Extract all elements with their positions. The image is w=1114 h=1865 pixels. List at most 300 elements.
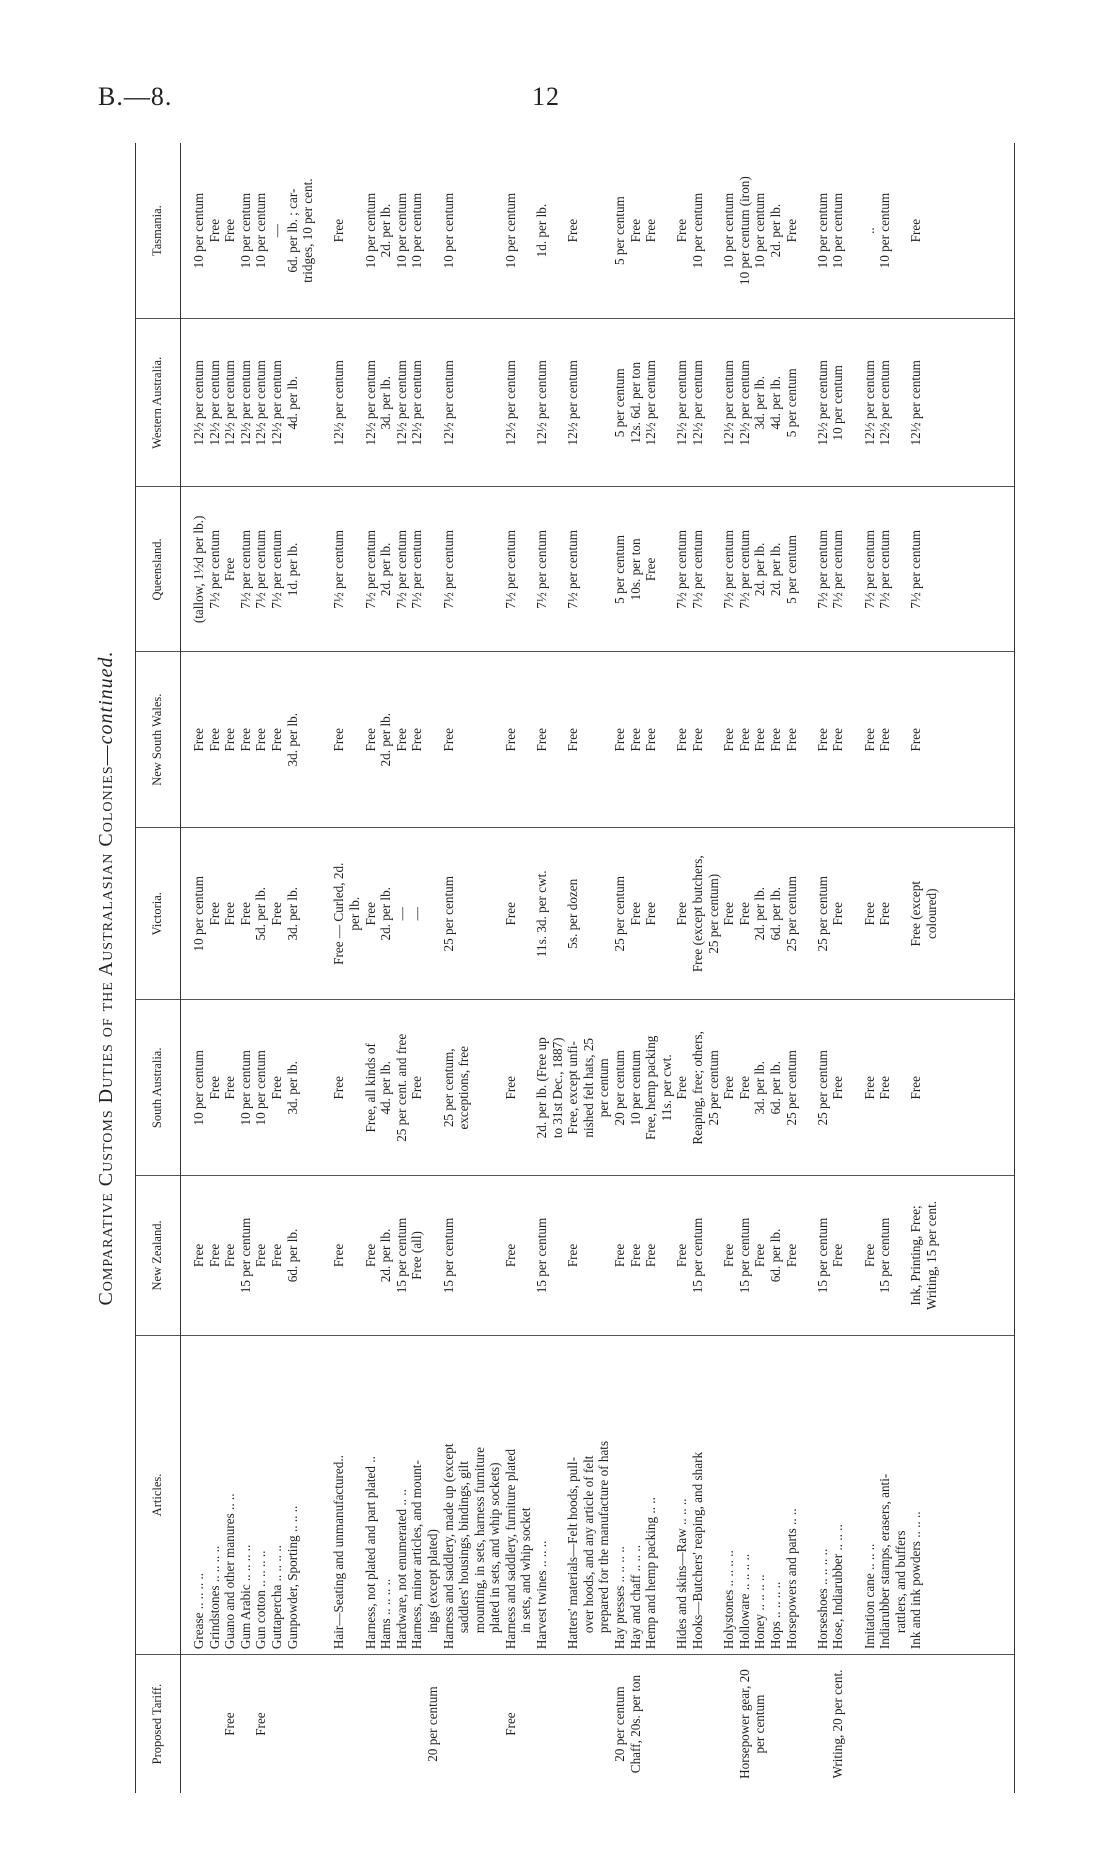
- articles-line: Imitation cane .. .. ..: [861, 1543, 877, 1650]
- articles-line: [799, 1341, 815, 1649]
- new-south-wales-line: Free: [721, 728, 737, 752]
- tasmania-line: 10 per centum: [237, 192, 253, 269]
- new-zealand-line: 2d. per lb.: [378, 1228, 394, 1283]
- new-south-wales-line: Free: [409, 728, 425, 752]
- articles-line: ings (except plated): [424, 1529, 440, 1634]
- tasmania-line: Free: [565, 218, 581, 243]
- new-south-wales-line: Free: [830, 728, 846, 752]
- new-zealand-line: Free: [268, 1243, 284, 1268]
- articles-line: in sets, and whip socket: [518, 1507, 534, 1634]
- new-south-wales-line: [596, 657, 612, 822]
- western-australia-line: 12½ per centum: [440, 360, 456, 446]
- new-south-wales-line: [316, 657, 332, 822]
- proposed-line: [581, 1660, 597, 1788]
- queensland-line: 7½ per centum: [690, 530, 705, 609]
- victoria-line: coloured): [923, 888, 939, 940]
- queensland-line: 5 per centum: [783, 534, 799, 604]
- south-australia-line: Free, hemp packing: [643, 1035, 659, 1140]
- victoria-line: 25 per centum: [814, 876, 830, 952]
- queensland-line: [316, 492, 332, 646]
- new-zealand-line: [550, 1181, 566, 1330]
- tasmania-line: [659, 148, 675, 313]
- queensland-line: (tallow, 1½d per lb.): [191, 515, 206, 624]
- new-south-wales-line: Free: [206, 728, 222, 752]
- articles-line: [300, 1341, 316, 1649]
- victoria-line: 25 per centum): [705, 873, 721, 954]
- articles-line: Guttapercha .. .. .. ..: [268, 1545, 284, 1650]
- western-australia-line: 3d. per lb.: [752, 376, 768, 430]
- tasmania-line: 6d. per lb. ; car-: [284, 188, 300, 273]
- tasmania-line: 10 per centum: [690, 192, 705, 269]
- queensland-line: [659, 492, 675, 646]
- south-australia-line: 25 per centum,: [440, 1048, 456, 1128]
- proposed-line: [409, 1660, 425, 1788]
- tasmania-line: [846, 148, 862, 313]
- tasmania-line: Free: [674, 218, 690, 243]
- south-australia-line: 11s. per cwt.: [658, 1054, 674, 1122]
- western-australia-line: 4d. per lb.: [767, 376, 783, 430]
- rotated-table-page: [95, 143, 1035, 1793]
- proposed-line: per centum: [752, 1694, 768, 1754]
- south-australia-line: Free: [409, 1076, 425, 1100]
- new-south-wales-line: [472, 657, 488, 822]
- proposed-line: [550, 1660, 566, 1788]
- new-zealand-line: 6d. per lb.: [284, 1228, 300, 1283]
- victoria-line: 5d. per lb.: [253, 887, 269, 941]
- articles-line: mounting, in sets, harness furniture: [471, 1447, 487, 1634]
- page-number: 12: [532, 82, 560, 111]
- victoria-line: [581, 833, 597, 994]
- queensland-line: [347, 492, 363, 646]
- south-australia-line: Free: [736, 1076, 752, 1100]
- new-zealand-line: Free: [783, 1243, 799, 1268]
- new-zealand-line: [300, 1181, 316, 1330]
- new-south-wales-line: [425, 657, 441, 822]
- new-south-wales-line: Free: [440, 728, 456, 752]
- proposed-line: [784, 1660, 800, 1788]
- western-australia-line: 5 per centum: [612, 368, 628, 438]
- victoria-line: Free: [861, 902, 877, 926]
- south-australia-line: Free: [721, 1076, 737, 1100]
- articles-line: Horseshoes .. .. .. ..: [814, 1548, 830, 1650]
- tasmania-line: [799, 148, 815, 313]
- queensland-line: 7½ per centum: [409, 530, 425, 609]
- new-zealand-line: Free: [643, 1243, 659, 1268]
- tasmania-line: Free: [627, 218, 643, 243]
- proposed-line: [487, 1660, 503, 1788]
- victoria-line: [487, 833, 503, 994]
- victoria-line: Free: [877, 902, 893, 926]
- articles-line: Hooks—Butchers' reaping, and shark: [690, 1451, 705, 1650]
- tasmania-line: 10 per centum (iron): [736, 176, 752, 285]
- western-australia-line: 12½ per centum: [908, 360, 924, 446]
- table-title: [95, 173, 118, 1783]
- customs-duties-table: [135, 143, 1015, 1793]
- queensland-line: 7½ per centum: [237, 530, 253, 609]
- victoria-line: [596, 833, 612, 994]
- new-zealand-line: Free: [721, 1243, 737, 1268]
- articles-line: Grease .. .. .. ..: [191, 1572, 206, 1650]
- tasmania-line: tridges, 10 per cent.: [300, 178, 316, 283]
- new-south-wales-line: Free: [736, 728, 752, 752]
- tasmania-line: Free: [222, 218, 238, 243]
- victoria-column: [181, 828, 1015, 1000]
- western-australia-line: [456, 324, 472, 481]
- col-header-south-australia: South Australia.: [136, 1000, 181, 1176]
- new-zealand-line: Free: [502, 1243, 518, 1268]
- new-south-wales-line: Free: [222, 728, 238, 752]
- western-australia-line: 12½ per centum: [877, 360, 893, 446]
- queensland-line: [300, 492, 316, 646]
- articles-column: [181, 1335, 1015, 1654]
- proposed-line: [518, 1660, 534, 1788]
- victoria-line: [659, 833, 675, 994]
- new-zealand-line: Free: [362, 1243, 378, 1268]
- new-zealand-line: [316, 1181, 332, 1330]
- tasmania-line: [425, 148, 441, 313]
- western-australia-line: [659, 324, 675, 481]
- articles-line: Harness and saddlery, furniture plated: [502, 1448, 518, 1650]
- western-australia-line: 4d. per lb.: [284, 376, 300, 430]
- proposed-line: [269, 1660, 285, 1788]
- western-australia-line: [425, 324, 441, 481]
- new-zealand-line: 15 per centum: [393, 1217, 409, 1294]
- new-zealand-line: [799, 1181, 815, 1330]
- new-zealand-line: [893, 1181, 909, 1330]
- tasmania-line: 2d. per lb.: [767, 203, 783, 258]
- victoria-line: Free: [736, 902, 752, 926]
- tasmania-column: [181, 143, 1015, 319]
- articles-line: Hair—Seating and unmanufactured..: [331, 1455, 347, 1650]
- col-header-articles: Articles.: [136, 1335, 181, 1654]
- col-header-new-south-wales: New South Wales.: [136, 652, 181, 828]
- queensland-line: [581, 492, 597, 646]
- queensland-line: [472, 492, 488, 646]
- tasmania-line: [487, 148, 503, 313]
- tasmania-line: 10 per centum: [830, 192, 846, 269]
- victoria-line: [893, 833, 909, 994]
- proposed-line: [285, 1660, 301, 1788]
- south-australia-line: 3d. per lb.: [752, 1061, 768, 1115]
- queensland-line: [425, 492, 441, 646]
- new-zealand-line: Free: [191, 1243, 206, 1268]
- new-south-wales-line: [799, 657, 815, 822]
- victoria-line: Free: [206, 902, 222, 926]
- western-australia-line: [893, 324, 909, 481]
- victoria-line: [846, 833, 862, 994]
- south-australia-line: [799, 1005, 815, 1170]
- new-zealand-line: [472, 1181, 488, 1330]
- tasmania-line: Free: [783, 218, 799, 243]
- south-australia-column: [181, 1000, 1015, 1176]
- victoria-line: per lb.: [346, 896, 362, 931]
- south-australia-line: 20 per centum: [612, 1050, 628, 1126]
- new-south-wales-line: Free: [191, 728, 206, 752]
- articles-line: Gunpowder, Sporting .. .. ..: [284, 1505, 300, 1650]
- tasmania-line: [316, 148, 332, 313]
- proposed-line: [659, 1660, 675, 1788]
- south-australia-line: 10 per centum: [627, 1050, 643, 1126]
- articles-line: Indiarubber stamps, erasers, anti-: [877, 1473, 893, 1650]
- tasmania-line: [893, 148, 909, 313]
- western-australia-line: 12½ per centum: [736, 360, 752, 446]
- south-australia-line: 6d. per lb.: [767, 1061, 783, 1115]
- tasmania-line: 10 per centum: [409, 192, 425, 269]
- queensland-line: 10s. per ton: [627, 538, 643, 601]
- south-australia-line: nished felt hats, 25: [580, 1037, 596, 1138]
- queensland-line: 7½ per centum: [268, 530, 284, 609]
- new-south-wales-line: [487, 657, 503, 822]
- queensland-line: 7½ per centum: [736, 530, 752, 609]
- western-australia-line: [706, 324, 722, 481]
- victoria-line: Free: [268, 902, 284, 926]
- articles-line: [347, 1341, 363, 1649]
- new-zealand-line: [581, 1181, 597, 1330]
- queensland-line: [487, 492, 503, 646]
- proposed-line: Chaff, 20s. per ton: [627, 1674, 643, 1774]
- south-australia-line: [487, 1005, 503, 1170]
- articles-line: [846, 1341, 862, 1649]
- articles-line: Harness and saddlery, made up (except: [440, 1443, 456, 1650]
- tasmania-line: 10 per centum: [814, 192, 830, 269]
- queensland-line: 7½ per centum: [877, 530, 893, 609]
- proposed-line: [674, 1660, 690, 1788]
- tasmania-line: Free: [908, 218, 924, 243]
- queensland-line: [518, 492, 534, 646]
- tasmania-line: 10 per centum: [191, 192, 206, 269]
- south-australia-line: Free: [908, 1076, 924, 1100]
- victoria-line: 6d. per lb.: [767, 887, 783, 941]
- victoria-line: 25 per centum: [612, 876, 628, 952]
- victoria-line: Free (except butchers,: [690, 855, 705, 973]
- victoria-line: 25 per centum: [440, 876, 456, 952]
- new-south-wales-column: [181, 652, 1015, 828]
- articles-line: Gun cotton .. .. .. ..: [253, 1550, 269, 1650]
- new-south-wales-line: Free: [253, 728, 269, 752]
- south-australia-line: [300, 1005, 316, 1170]
- articles-line: Horsepowers and parts .. ..: [783, 1508, 799, 1650]
- proposed-line: [721, 1660, 737, 1788]
- victoria-line: [300, 833, 316, 994]
- proposed-line: [316, 1660, 332, 1788]
- new-zealand-line: Free: [222, 1243, 238, 1268]
- south-australia-line: 2d. per lb. (Free up: [534, 1037, 550, 1139]
- new-south-wales-line: 2d. per lb.: [378, 712, 394, 767]
- new-south-wales-line: [456, 657, 472, 822]
- western-australia-line: 12½ per centum: [237, 360, 253, 446]
- articles-line: Ink and ink powders .. .. ..: [908, 1511, 924, 1650]
- queensland-line: 7½ per centum: [502, 530, 518, 609]
- south-australia-line: per centum: [596, 1058, 612, 1118]
- south-australia-line: Free, except unfi-: [565, 1041, 581, 1135]
- tasmania-line: 10 per centum: [721, 192, 737, 269]
- western-australia-line: 12½ per centum: [674, 360, 690, 446]
- new-south-wales-line: [893, 657, 909, 822]
- proposed-line: [300, 1660, 316, 1788]
- new-south-wales-line: Free: [783, 728, 799, 752]
- victoria-line: Free: [627, 902, 643, 926]
- western-australia-line: 12s. 6d. per ton: [627, 361, 643, 444]
- new-south-wales-line: [846, 657, 862, 822]
- south-australia-line: 25 per centum: [814, 1050, 830, 1126]
- proposed-line: Horsepower gear, 20: [736, 1669, 752, 1779]
- proposed-line: Free: [502, 1712, 518, 1736]
- victoria-line: Free: [362, 902, 378, 926]
- articles-line: Harness, not plated and part plated ..: [362, 1456, 378, 1650]
- queensland-line: 7½ per centum: [440, 530, 456, 609]
- new-zealand-line: 15 per centum: [237, 1217, 253, 1294]
- new-zealand-line: [659, 1181, 675, 1330]
- articles-line: Holloware .. .. .. ..: [736, 1553, 752, 1650]
- articles-line: Hams .. .. .. ..: [378, 1578, 394, 1650]
- tasmania-line: [518, 148, 534, 313]
- new-zealand-line: Free: [565, 1243, 581, 1268]
- new-zealand-line: [347, 1181, 363, 1330]
- south-australia-line: Free: [877, 1076, 893, 1100]
- south-australia-line: Free: [331, 1076, 347, 1100]
- queensland-line: 7½ per centum: [908, 530, 924, 609]
- proposed-line: [815, 1660, 831, 1788]
- articles-line: [550, 1341, 566, 1649]
- proposed-line: Free: [253, 1712, 269, 1736]
- victoria-line: [518, 833, 534, 994]
- new-south-wales-line: Free: [752, 728, 768, 752]
- table-title-text: Comparative Customs Duties of the Australasian Colonies—: [95, 744, 117, 1306]
- queensland-line: Free: [222, 557, 238, 582]
- south-australia-line: to 31st Dec., 1887): [549, 1037, 565, 1139]
- western-australia-line: [316, 324, 332, 481]
- south-australia-line: Free: [830, 1076, 846, 1100]
- victoria-line: Free — Curled, 2d.: [331, 862, 347, 965]
- tasmania-line: 1d. per lb.: [534, 203, 550, 258]
- new-zealand-line: Free: [830, 1243, 846, 1268]
- queensland-line: [456, 492, 472, 646]
- western-australia-column: [181, 319, 1015, 487]
- proposed-line: [191, 1660, 207, 1788]
- south-australia-line: Free: [268, 1076, 284, 1100]
- new-south-wales-line: Free: [393, 728, 409, 752]
- western-australia-line: 12½ per centum: [814, 360, 830, 446]
- western-australia-line: [347, 324, 363, 481]
- new-south-wales-line: [300, 657, 316, 822]
- proposed-tariff-column: [181, 1655, 1015, 1793]
- victoria-line: Free: [674, 902, 690, 926]
- new-zealand-column: [181, 1176, 1015, 1336]
- new-zealand-line: Free: [752, 1243, 768, 1268]
- western-australia-line: 5 per centum: [783, 368, 799, 438]
- victoria-line: Free (except: [908, 880, 924, 947]
- new-zealand-line: [846, 1181, 862, 1330]
- queensland-line: [799, 492, 815, 646]
- articles-line: prepared for the manufacture of hats: [596, 1440, 612, 1634]
- tasmania-line: 10 per centum: [877, 192, 893, 269]
- western-australia-line: [799, 324, 815, 481]
- articles-line: Hatters' materials—Felt hoods, pull-: [565, 1457, 581, 1650]
- col-header-proposed-tariff: Proposed Tariff.: [136, 1655, 181, 1793]
- western-australia-line: 12½ per centum: [331, 360, 347, 446]
- south-australia-line: 25 per centum: [783, 1050, 799, 1126]
- victoria-line: [316, 833, 332, 994]
- victoria-line: [550, 833, 566, 994]
- table-body-row: [181, 143, 1015, 1793]
- queensland-line: [706, 492, 722, 646]
- victoria-line: Free: [643, 902, 659, 926]
- western-australia-line: 12½ per centum: [253, 360, 269, 446]
- proposed-line: [394, 1660, 410, 1788]
- new-south-wales-line: Free: [237, 728, 253, 752]
- victoria-line: [799, 833, 815, 994]
- western-australia-line: [581, 324, 597, 481]
- new-south-wales-line: [550, 657, 566, 822]
- articles-line: plated in sets, and whip sockets): [487, 1462, 503, 1634]
- tasmania-line: ..: [861, 227, 877, 234]
- south-australia-line: 25 per centum: [705, 1050, 721, 1126]
- south-australia-line: exceptions, free: [456, 1046, 472, 1130]
- proposed-line: Free: [222, 1712, 238, 1736]
- proposed-line: [238, 1660, 254, 1788]
- new-zealand-line: 15 per centum: [877, 1217, 893, 1294]
- queensland-line: 7½ per centum: [253, 530, 269, 609]
- queensland-line: 2d. per lb.: [767, 542, 783, 597]
- tasmania-line: [706, 148, 722, 313]
- south-australia-line: Free, all kinds of: [362, 1043, 378, 1133]
- new-zealand-line: Free: [674, 1243, 690, 1268]
- south-australia-line: 3d. per lb.: [284, 1061, 300, 1115]
- tasmania-line: 10 per centum: [393, 192, 409, 269]
- queensland-line: 7½ per centum: [565, 530, 581, 609]
- new-zealand-line: 15 per centum: [534, 1217, 550, 1294]
- western-australia-line: [550, 324, 566, 481]
- articles-line: Hay presses .. .. .. ..: [612, 1546, 628, 1650]
- new-south-wales-line: Free: [908, 728, 924, 752]
- new-zealand-line: Free: [206, 1243, 222, 1268]
- table-title-suffix: continued.: [95, 650, 117, 745]
- western-australia-line: 12½ per centum: [721, 360, 737, 446]
- articles-line: Gum Arabic .. .. .. ..: [237, 1544, 253, 1650]
- south-australia-line: [425, 1005, 441, 1170]
- western-australia-line: 12½ per centum: [502, 360, 518, 446]
- victoria-line: Free: [830, 902, 846, 926]
- south-australia-line: Reaping, free; others,: [690, 1031, 705, 1145]
- queensland-line: [893, 492, 909, 646]
- articles-line: [706, 1341, 722, 1649]
- new-south-wales-line: Free: [643, 728, 659, 752]
- tasmania-line: Free: [643, 218, 659, 243]
- articles-line: Hay and chaff .. .. ..: [627, 1545, 643, 1650]
- new-south-wales-line: [659, 657, 675, 822]
- new-zealand-line: [425, 1181, 441, 1330]
- proposed-line: 20 per centum: [612, 1686, 628, 1762]
- proposed-line: [441, 1660, 457, 1788]
- proposed-line: [706, 1660, 722, 1788]
- new-south-wales-line: Free: [362, 728, 378, 752]
- new-south-wales-line: [347, 657, 363, 822]
- new-zealand-line: 6d. per lb.: [767, 1228, 783, 1283]
- queensland-line: [596, 492, 612, 646]
- proposed-line: Writing, 20 per cent.: [830, 1669, 846, 1779]
- victoria-line: 2d. per lb.: [378, 887, 394, 941]
- new-south-wales-line: Free: [502, 728, 518, 752]
- queensland-line: 7½ per centum: [674, 530, 690, 609]
- proposed-line: [768, 1660, 784, 1788]
- articles-line: Hose, Indiarubber .. .. ..: [830, 1524, 846, 1650]
- new-south-wales-line: Free: [331, 728, 347, 752]
- new-zealand-line: [456, 1181, 472, 1330]
- western-australia-line: 12½ per centum: [393, 360, 409, 446]
- articles-line: [316, 1341, 332, 1649]
- tasmania-line: 2d. per lb.: [378, 203, 394, 258]
- south-australia-line: Free: [674, 1076, 690, 1100]
